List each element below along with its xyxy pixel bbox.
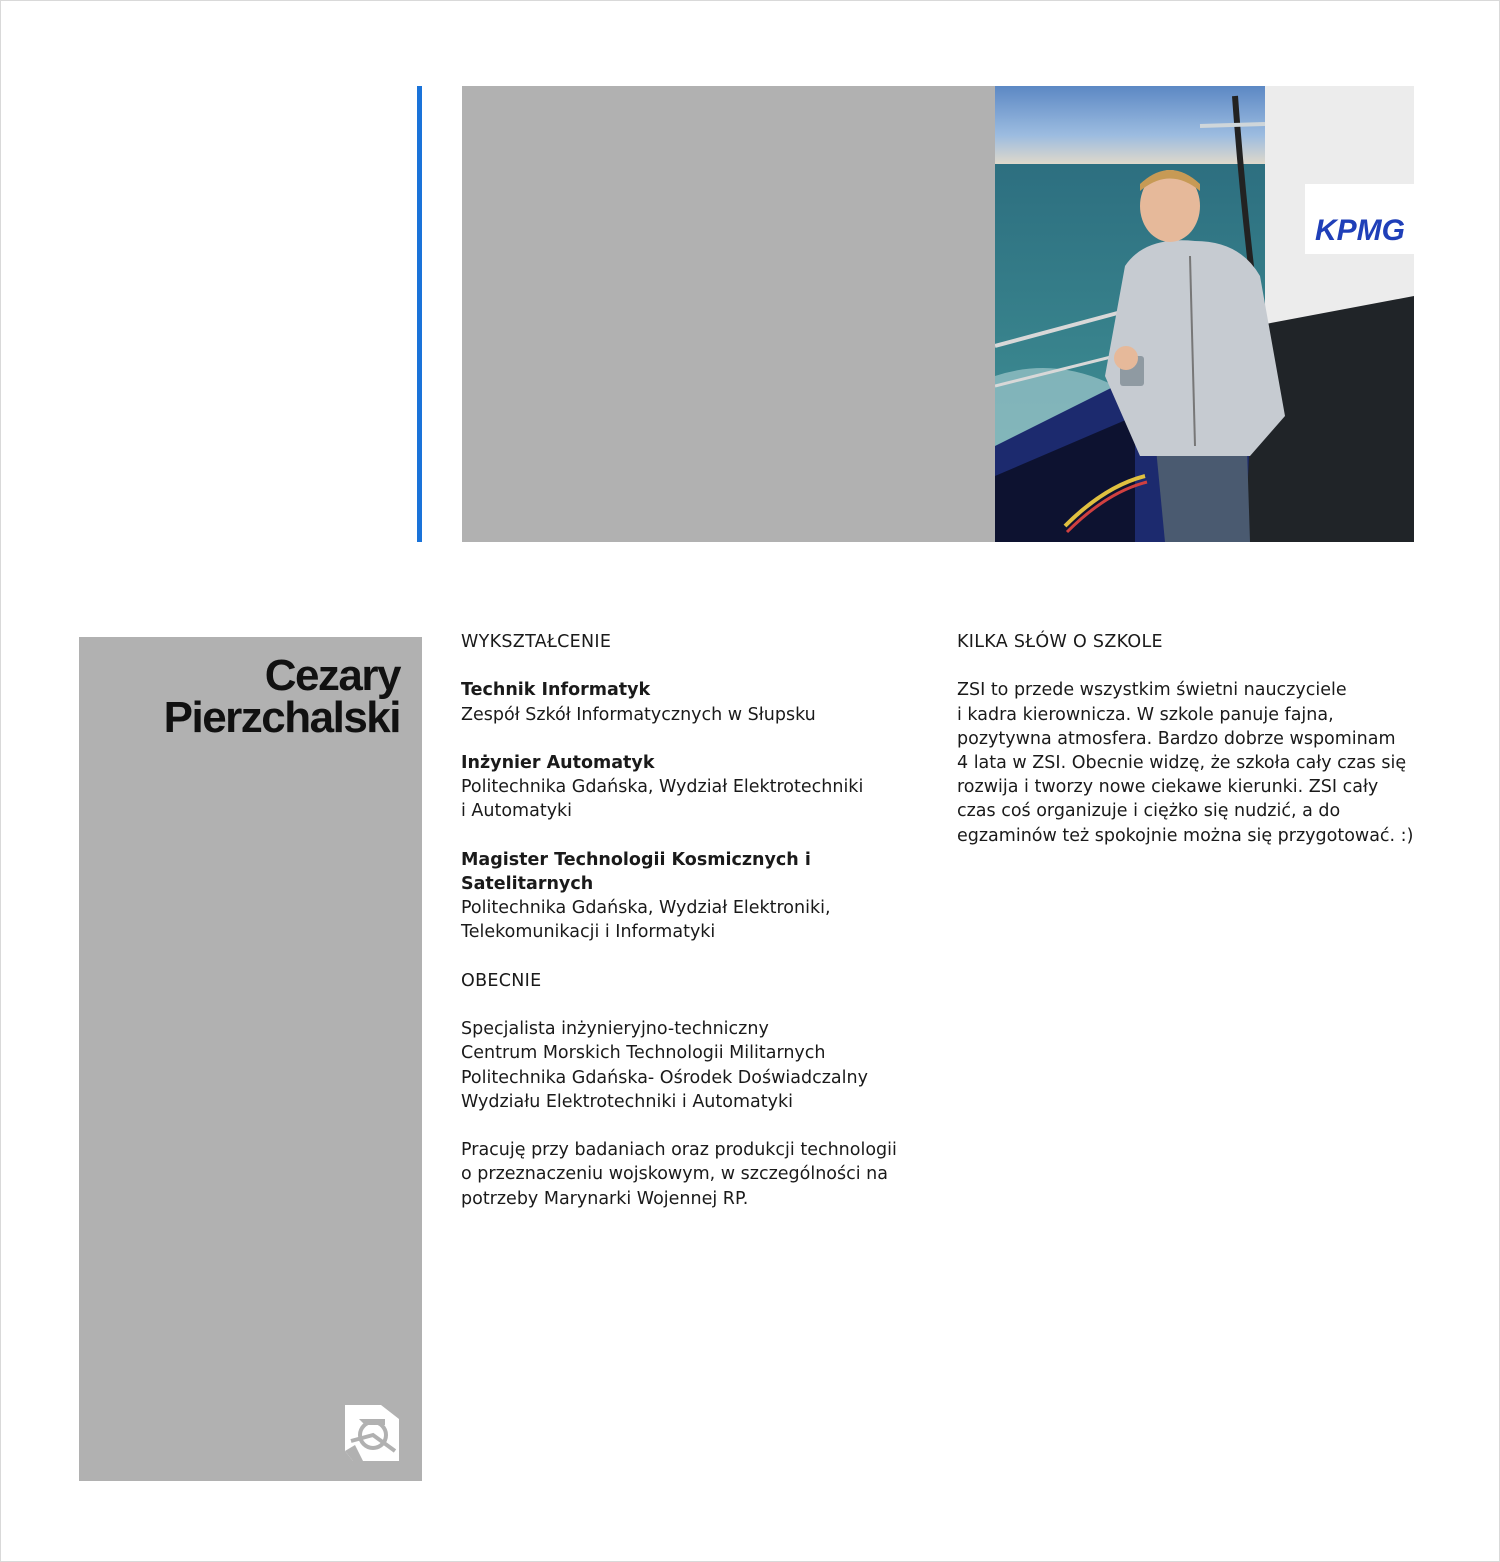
portrait-photo — [995, 86, 1414, 542]
about-school-line: czas coś organizuje i ciężko się nudzić, a do — [957, 801, 1341, 822]
about-school-line: pozytywna atmosfera. Bardzo dobrze wspominam — [957, 728, 1396, 749]
education-title: Technik Informatyk — [461, 680, 651, 701]
current-line: Specjalista inżynieryjno-techniczny — [461, 1019, 769, 1040]
education-column — [461, 630, 931, 1211]
accent-bar — [417, 86, 422, 542]
education-line: Politechnika Gdańska, Wydział Elektrotechniki — [461, 777, 864, 798]
current-line: Wydziału Elektrotechniki i Automatyki — [461, 1091, 793, 1112]
current-description-line: o przeznaczeniu wojskowym, w szczególności na — [461, 1164, 888, 1185]
education-line: Politechnika Gdańska, Wydział Elektroniki, — [461, 898, 831, 919]
about-school-heading: KILKA SŁÓW O SZKOLE — [957, 632, 1163, 652]
education-title: Magister Technologii Kosmicznych i Satelitarnych — [461, 849, 811, 894]
kpmg-text: KPMG — [1315, 214, 1405, 247]
education-line: Zespół Szkół Informatycznych w Słupsku — [461, 704, 816, 725]
current-description-line: Pracuję przy badaniach oraz produkcji technologii — [461, 1140, 897, 1161]
about-school-column — [957, 630, 1427, 848]
first-name: Cezary — [264, 651, 400, 700]
education-title: Inżynier Automatyk — [461, 752, 655, 773]
school-logo-icon — [345, 1405, 399, 1461]
about-school-line: egzaminów też spokojnie można się przygotować. :) — [957, 825, 1414, 846]
current-line: Centrum Morskich Technologii Militarnych — [461, 1043, 826, 1064]
about-school-line: rozwija i tworzy nowe ciekawe kierunki. ZSI cały — [957, 777, 1379, 798]
about-school-line: ZSI to przede wszystkim świetni nauczyciele — [957, 680, 1347, 701]
education-line: Telekomunikacji i Informatyki — [461, 922, 716, 943]
last-name: Pierzchalski — [163, 693, 400, 742]
boat-scene-illustration — [995, 86, 1414, 542]
about-school-line: i kadra kierownicza. W szkole panuje fajna, — [957, 704, 1334, 725]
education-line: i Automatyki — [461, 801, 573, 822]
current-line: Politechnika Gdańska- Ośrodek Doświadczalny — [461, 1067, 868, 1088]
current-heading: OBECNIE — [461, 970, 542, 991]
name-panel — [79, 637, 422, 1481]
person-name — [163, 651, 400, 742]
about-school-line: 4 lata w ZSI. Obecnie widzę, że szkoła cały czas się — [957, 753, 1407, 773]
education-heading: WYKSZTAŁCENIE — [461, 632, 612, 652]
hero-gray-block — [462, 86, 995, 542]
current-description-line: potrzeby Marynarki Wojennej RP. — [461, 1188, 749, 1209]
